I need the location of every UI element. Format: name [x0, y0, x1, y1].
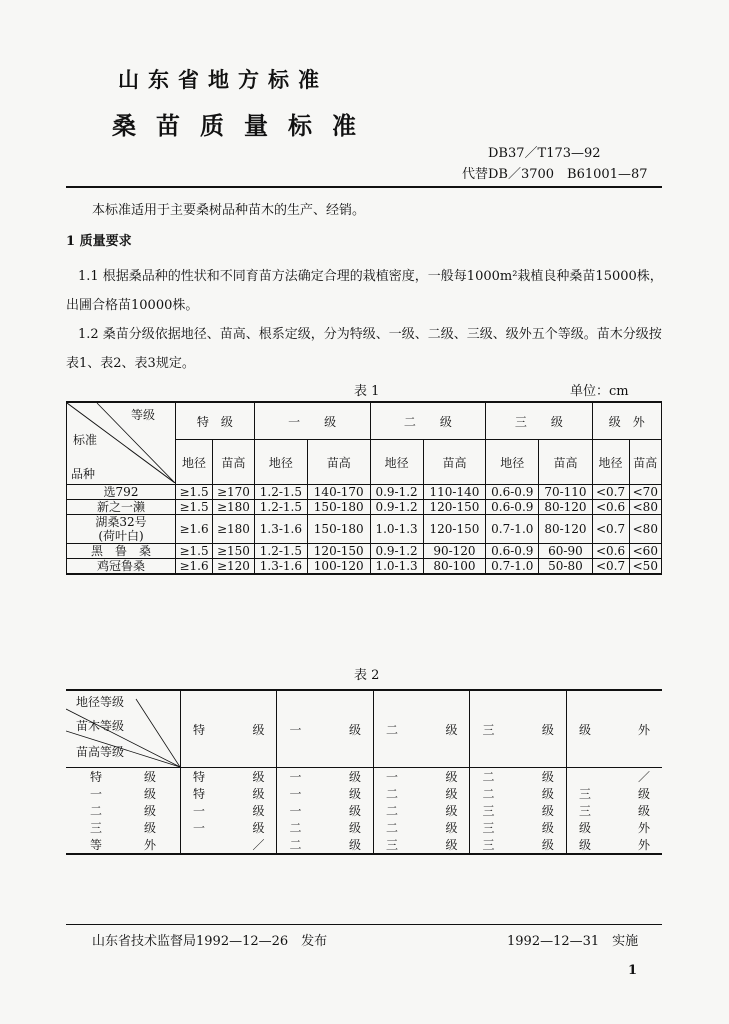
table-cell: ≥1.6 — [176, 515, 213, 544]
grade-header: 三 级 — [486, 402, 592, 440]
table-cell: 80-120 — [539, 500, 592, 515]
table-cell: 1.3-1.6 — [254, 559, 307, 575]
table-cell: <80 — [629, 515, 661, 544]
table-row — [66, 785, 662, 802]
column-grade-header: 级 外 — [566, 690, 662, 768]
sub-header: 苗高 — [213, 440, 255, 485]
grade-cell: 二 级 — [470, 768, 566, 786]
variety-name: 鸡冠鲁桑 — [67, 559, 176, 575]
grade-cell: 一 级 — [181, 802, 277, 819]
grade-cell: 二 级 — [470, 785, 566, 802]
table-cell: 80-120 — [539, 515, 592, 544]
table-cell: ≥1.5 — [176, 544, 213, 559]
grade-header: 二 级 — [370, 402, 486, 440]
row-height-grade: 三 级 — [66, 819, 181, 836]
grade-cell: ／ — [181, 836, 277, 854]
table-cell: 120-150 — [307, 544, 370, 559]
grade-cell: ／ — [637, 770, 650, 784]
row-height-grade: 特 级 — [66, 768, 181, 786]
table-row — [67, 485, 662, 500]
grading-table-2 — [66, 689, 662, 855]
variety-name: 湖桑32号 (荷叶白) — [67, 515, 176, 544]
table-cell: 50-80 — [539, 559, 592, 575]
grade-cell: 三 级 — [470, 802, 566, 819]
table-cell: 0.7-1.0 — [486, 515, 539, 544]
table-cell: <0.7 — [592, 485, 629, 500]
table1-caption: 表 1 — [354, 384, 380, 399]
replaces-code: 代替DB／3700 B61001—87 — [462, 167, 648, 182]
grade-cell: 三 级 — [578, 787, 650, 801]
table-cell: ≥1.5 — [176, 500, 213, 515]
table-cell: <0.7 — [592, 515, 629, 544]
grade-cell: 三 级 — [470, 836, 566, 854]
table-cell: 150-180 — [307, 500, 370, 515]
table-cell: 1.2-1.5 — [254, 544, 307, 559]
grade-cell: 一 级 — [373, 768, 469, 786]
grade-cell: 三 级 — [470, 819, 566, 836]
table-cell: 60-90 — [539, 544, 592, 559]
table-cell: 120-150 — [423, 500, 486, 515]
table-cell: <0.6 — [592, 500, 629, 515]
table-cell: 0.9-1.2 — [370, 500, 423, 515]
table-cell: 0.9-1.2 — [370, 544, 423, 559]
table-cell: 1.0-1.3 — [370, 515, 423, 544]
page-number: 1 — [628, 963, 638, 978]
table1-unit: 单位：cm — [570, 384, 629, 399]
sub-header: 地径 — [592, 440, 629, 485]
table-cell: 0.9-1.2 — [370, 485, 423, 500]
table-cell: 0.6-0.9 — [486, 485, 539, 500]
table-row — [66, 802, 662, 819]
grade-cell: 级 外 — [578, 838, 650, 852]
table-cell: <80 — [629, 500, 661, 515]
grade-cell: 三 级 — [578, 804, 650, 818]
table-cell: ≥120 — [213, 559, 255, 575]
table2-corner-cell — [66, 690, 181, 768]
table-cell: 140-170 — [307, 485, 370, 500]
table-row — [67, 500, 662, 515]
row-height-grade: 等 外 — [66, 836, 181, 854]
grade-header: 级 外 — [592, 402, 661, 440]
table-cell: 70-110 — [539, 485, 592, 500]
grade-cell: 级 外 — [578, 821, 650, 835]
sub-header: 地径 — [486, 440, 539, 485]
table-row — [66, 768, 662, 786]
sub-header: 苗高 — [629, 440, 661, 485]
sub-header: 地径 — [370, 440, 423, 485]
sub-header: 苗高 — [307, 440, 370, 485]
table-row — [66, 836, 662, 854]
grading-table-1 — [66, 401, 662, 575]
table-cell: 150-180 — [307, 515, 370, 544]
table-cell: ≥180 — [213, 500, 255, 515]
variety-name: 黑 鲁 桑 — [67, 544, 176, 559]
table-cell: 110-140 — [423, 485, 486, 500]
variety-name: 选792 — [67, 485, 176, 500]
grade-cell: 一 级 — [277, 768, 373, 786]
table-cell: <0.7 — [592, 559, 629, 575]
grade-cell: 特 级 — [181, 768, 277, 786]
footer-rule — [66, 924, 662, 925]
table1-corner-cell — [67, 402, 176, 485]
corner-diameter-grade: 地径等级 — [76, 695, 125, 709]
table-cell: 0.7-1.0 — [486, 559, 539, 575]
table-cell: 1.0-1.3 — [370, 559, 423, 575]
table-cell: 1.2-1.5 — [254, 485, 307, 500]
grade-cell: 二 级 — [373, 785, 469, 802]
variety-name: 新之一濑 — [67, 500, 176, 515]
grade-cell: 三 级 — [373, 836, 469, 854]
table-cell: 100-120 — [307, 559, 370, 575]
column-grade-header: 三 级 — [470, 690, 566, 768]
table-cell: ≥1.5 — [176, 485, 213, 500]
effective-date: 1992—12—31 实施 — [507, 934, 639, 949]
corner-height-grade: 苗高等级 — [76, 745, 125, 759]
grade-cell: 一 级 — [181, 819, 277, 836]
column-grade-header: 一 级 — [277, 690, 373, 768]
table2-caption: 表 2 — [354, 668, 380, 683]
grade-header: 一 级 — [254, 402, 370, 440]
sub-header: 苗高 — [539, 440, 592, 485]
corner-variety: 品种 — [71, 467, 96, 481]
grade-cell: 特 级 — [181, 785, 277, 802]
table-cell: 0.6-0.9 — [486, 500, 539, 515]
corner-standard: 标准 — [73, 433, 98, 447]
column-grade-header: 特 级 — [181, 690, 277, 768]
table-cell: 120-150 — [423, 515, 486, 544]
section-heading: 1 质量要求 — [66, 234, 132, 249]
row-height-grade: 二 级 — [66, 802, 181, 819]
grade-header: 特 级 — [176, 402, 255, 440]
table-cell: <70 — [629, 485, 661, 500]
table-cell: ≥1.6 — [176, 559, 213, 575]
table-cell: 1.3-1.6 — [254, 515, 307, 544]
table-cell: 80-100 — [423, 559, 486, 575]
table-cell: ≥150 — [213, 544, 255, 559]
sub-header: 地径 — [176, 440, 213, 485]
corner-grade: 等级 — [131, 408, 156, 422]
issuer-title: 山东省地方标准 — [118, 67, 328, 92]
column-grade-header: 二 级 — [373, 690, 469, 768]
table-row — [67, 515, 662, 544]
grade-cell: 二 级 — [277, 819, 373, 836]
table-cell: 1.2-1.5 — [254, 500, 307, 515]
row-height-grade: 一 级 — [66, 785, 181, 802]
paragraph-1-2: 1.2 桑苗分级依据地径、苗高、根系定级，分为特级、一级、二级、三级、级外五个等级。苗木分级按表1、表2、表3规定。 — [66, 327, 662, 371]
table-cell: ≥170 — [213, 485, 255, 500]
table-cell: <50 — [629, 559, 661, 575]
grade-cell: 一 级 — [277, 785, 373, 802]
corner-seedling-grade: 苗木等级 — [76, 719, 125, 733]
table-cell: 0.6-0.9 — [486, 544, 539, 559]
sub-header: 地径 — [254, 440, 307, 485]
standard-code: DB37／T173—92 — [488, 146, 601, 161]
grade-cell: 二 级 — [373, 802, 469, 819]
grade-cell: 二 级 — [277, 836, 373, 854]
table-row — [67, 559, 662, 575]
table-cell: 90-120 — [423, 544, 486, 559]
table-row — [67, 544, 662, 559]
table-cell: <0.6 — [592, 544, 629, 559]
issuer-footer: 山东省技术监督局1992—12—26 发布 — [92, 934, 328, 949]
scope-text: 本标准适用于主要桑树品种苗木的生产、经销。 — [92, 203, 366, 218]
table-row — [66, 819, 662, 836]
table-cell: ≥180 — [213, 515, 255, 544]
paragraph-1-1: 1.1 根据桑品种的性状和不同育苗方法确定合理的栽植密度，一般每1000m²栽植良种桑苗15000株，出圃合格苗10000株。 — [66, 269, 663, 313]
header-rule — [66, 186, 662, 188]
grade-cell: 一 级 — [277, 802, 373, 819]
sub-header: 苗高 — [423, 440, 486, 485]
table-cell: <60 — [629, 544, 661, 559]
grade-cell: 二 级 — [373, 819, 469, 836]
document-title: 桑苗质量标准 — [112, 111, 376, 140]
